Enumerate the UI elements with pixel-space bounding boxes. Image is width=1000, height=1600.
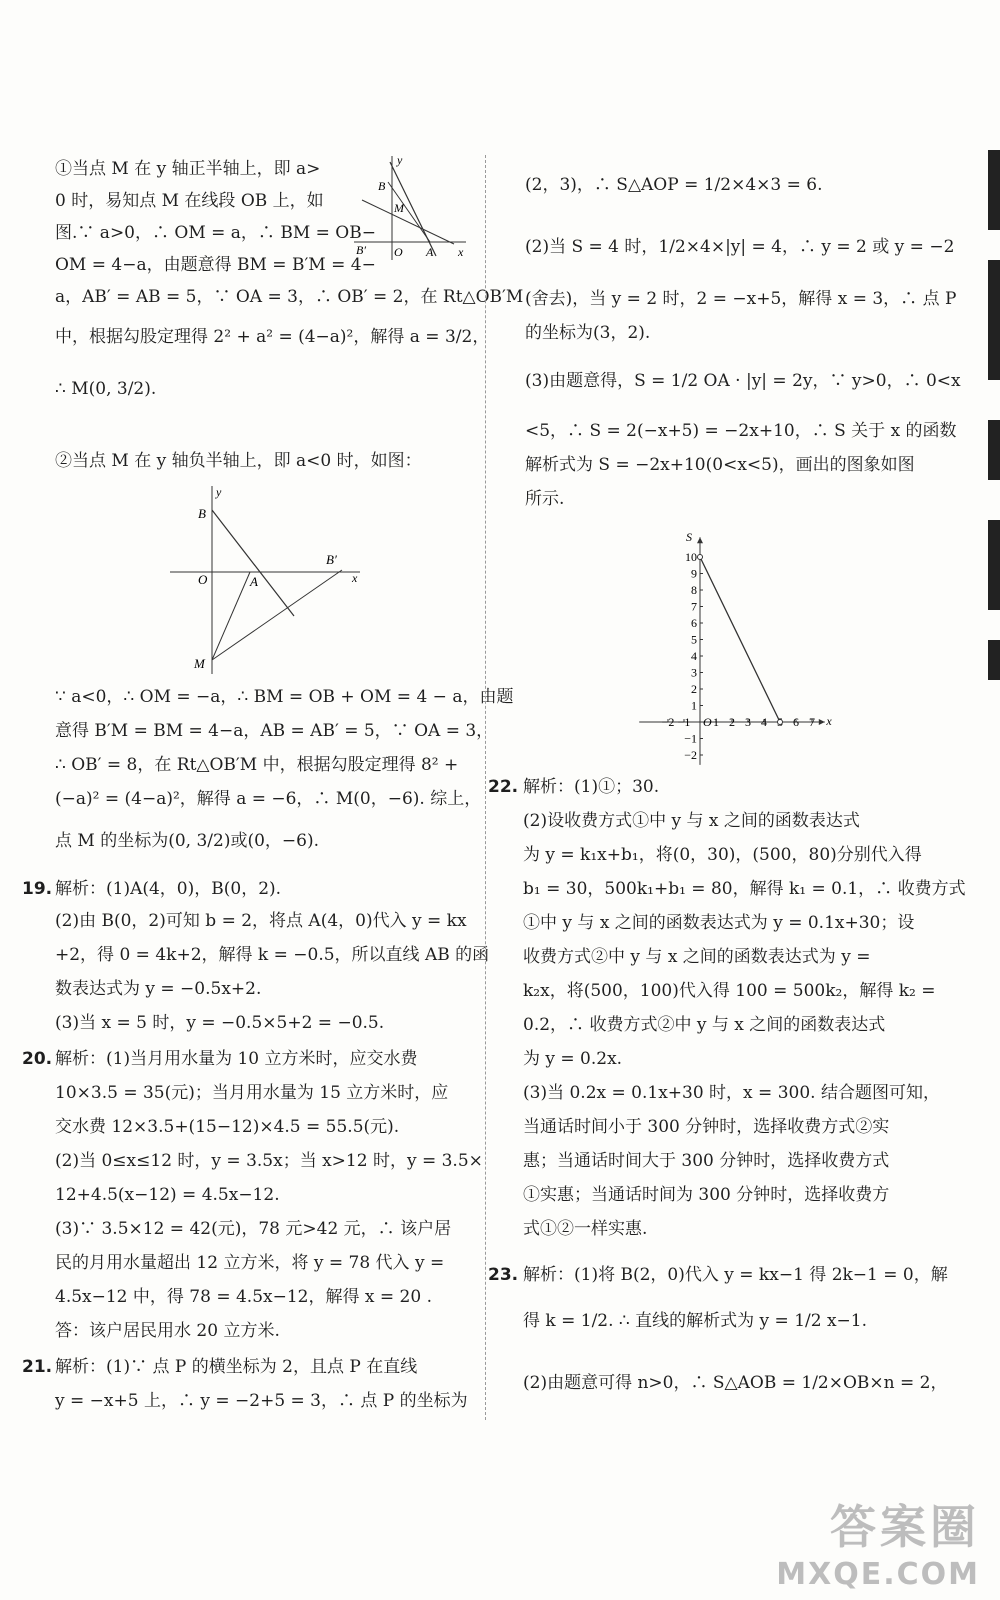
open-endpoint	[778, 720, 783, 725]
text-line: y = −x+5 上，∴ y = −2+5 = 3，∴ 点 P 的坐标为	[55, 1391, 468, 1411]
fig1-label: M	[394, 201, 404, 215]
page-edge-mark	[988, 260, 1000, 380]
text-line: (3)当 0.2x = 0.1x+30 时，x = 300. 结合题图可知，	[523, 1083, 940, 1103]
text-line: (2)由题意可得 n>0，∴ S△AOB = 1/2×OB×n = 2，	[523, 1373, 948, 1393]
y-tick-label: 6	[691, 616, 697, 630]
y-tick-label: 3	[691, 665, 697, 680]
y-tick-label: 4	[691, 649, 697, 663]
text-line: 所示.	[525, 489, 565, 509]
fig1-label: O	[394, 245, 403, 259]
text-line: a，AB′ = AB = 5，∵ OA = 3，∴ OB′ = 2，在 Rt△OB′M	[55, 287, 524, 307]
fig2-label: A	[250, 574, 258, 589]
watermark	[776, 1491, 980, 1592]
text-line: ①当点 M 在 y 轴正半轴上，即 a>	[55, 159, 321, 179]
question-number: 21.	[22, 1357, 53, 1377]
text-line: 收费方式②中 y 与 x 之间的函数表达式为 y =	[523, 947, 871, 967]
text-line: 解析：(1)将 B(2，0)代入 y = kx−1 得 2k−1 = 0，解	[523, 1265, 948, 1285]
text-line: 解析：(1)A(4，0)，B(0，2).	[55, 879, 282, 899]
fig2-label: O	[198, 572, 208, 587]
text-line: (2)设收费方式①中 y 与 x 之间的函数表达式	[523, 811, 860, 831]
column-divider	[485, 155, 486, 1420]
y-tick-label: 2	[691, 682, 697, 696]
graph-line	[700, 557, 780, 722]
text-line: 民的月用水量超出 12 立方米，将 y = 78 代入 y =	[55, 1253, 445, 1273]
page-edge-mark	[988, 640, 1000, 680]
text-line: 4.5x−12 中，得 78 = 4.5x−12，解得 x = 20 .	[55, 1287, 432, 1307]
text-line: 解析：(1)①；30.	[523, 777, 660, 797]
text-line: 0 时，易知点 M 在线段 OB 上，如	[55, 191, 324, 211]
y-tick-label: 1	[691, 698, 697, 713]
watermark-line1: 答案圈	[830, 1500, 980, 1554]
text-line: 0.2，∴ 收费方式②中 y 与 x 之间的函数表达式	[523, 1015, 886, 1035]
text-line: (舍去)，当 y = 2 时，2 = −x+5，解得 x = 3，∴ 点 P	[525, 289, 957, 309]
text-line: ①实惠；当通话时间为 300 分钟时，选择收费方	[523, 1185, 890, 1205]
x-tick-label: 7	[809, 715, 815, 729]
open-endpoint	[698, 555, 703, 560]
text-line: 中，根据勾股定理得 2² + a² = (4−a)²，解得 a = 3/2，	[55, 327, 490, 347]
text-line: (3)当 x = 5 时，y = −0.5×5+2 = −0.5.	[55, 1013, 385, 1033]
text-line: (2，3)，∴ S△AOP = 1/2×4×3 = 6.	[525, 175, 823, 195]
text-line: (3)由题意得，S = 1/2 OA · |y| = 2y，∵ y>0，∴ 0<x	[525, 371, 961, 391]
figure-case1	[352, 152, 470, 264]
text-line: 为 y = 0.2x.	[523, 1049, 623, 1069]
text-line: 数表达式为 y = −0.5x+2.	[55, 979, 262, 999]
text-line: ∵ a<0，∴ OM = −a，∴ BM = OB + OM = 4 − a，由题	[55, 687, 514, 707]
text-line: 解析：(1)∵ 点 P 的横坐标为 2，且点 P 在直线	[55, 1357, 418, 1377]
figure-case2	[170, 484, 370, 676]
page-edge-mark	[988, 520, 1000, 610]
x-tick-label: 1	[713, 715, 719, 729]
y-tick-label: 10	[685, 550, 697, 564]
question-number: 23.	[488, 1265, 519, 1285]
text-line: k₂x，将(500，100)代入得 100 = 500k₂，解得 k₂ =	[523, 981, 936, 1001]
text-line: 12+4.5(x−12) = 4.5x−12.	[55, 1185, 280, 1205]
text-line: (2)当 0≤x≤12 时，y = 3.5x；当 x>12 时，y = 3.5×	[55, 1151, 483, 1171]
text-line: 惠；当通话时间大于 300 分钟时，选择收费方式	[523, 1151, 890, 1171]
text-line: 的坐标为(3，2).	[525, 323, 651, 343]
text-line: (2)当 S = 4 时，1/2×4×|y| = 4，∴ y = 2 或 y = −2	[525, 237, 955, 257]
text-line: 解析：(1)当月用水量为 10 立方米时，应交水费	[55, 1049, 418, 1069]
x-tick-label: 6	[793, 715, 799, 729]
y-axis-arrow	[697, 537, 703, 543]
text-line: OM = 4−a，由题意得 BM = B′M = 4−	[55, 255, 376, 275]
text-line: (2)由 B(0，2)可知 b = 2，将点 A(4，0)代入 y = kx	[55, 911, 467, 931]
fig2-label: M	[194, 656, 205, 671]
x-tick-label: 3	[745, 715, 751, 729]
text-line: (3)∵ 3.5×12 = 42(元)，78 元>42 元，∴ 该户居	[55, 1219, 452, 1239]
page-edge-mark	[988, 150, 1000, 230]
y-tick-label: 7	[691, 599, 697, 614]
fig1-label: A	[426, 245, 434, 259]
fig2-label: B′	[326, 552, 337, 567]
fig1-label: x	[458, 245, 464, 259]
text-line: 为 y = k₁x+b₁，将(0，30)，(500，80)分别代入得	[523, 845, 922, 865]
text-line: +2，得 0 = 4k+2，解得 k = −0.5，所以直线 AB 的函	[55, 945, 490, 965]
y-tick-label: 9	[691, 566, 697, 581]
text-line: 点 M 的坐标为(0, 3/2)或(0，−6).	[55, 831, 320, 851]
fig2-label: y	[216, 485, 222, 499]
question-number: 19.	[22, 879, 53, 899]
x-tick-label: 2	[729, 715, 735, 729]
text-line: 10×3.5 = 35(元)；当月用水量为 15 立方米时，应	[55, 1083, 449, 1103]
watermark-line2: MXQE.COM	[776, 1557, 980, 1592]
x-axis-label: x	[826, 714, 832, 728]
text-line: b₁ = 30，500k₁+b₁ = 80，解得 k₁ = 0.1，∴ 收费方式	[523, 879, 966, 899]
text-line: ②当点 M 在 y 轴负半轴上，即 a<0 时，如图：	[55, 451, 422, 471]
y-tick-label: −2	[684, 748, 697, 762]
x-tick-label: 4	[761, 715, 767, 729]
text-line: 解析式为 S = −2x+10(0<x<5)，画出的图象如图	[525, 455, 915, 475]
question-number: 22.	[488, 777, 519, 797]
x-tick-label: −2	[661, 715, 675, 729]
text-line: 得 k = 1/2. ∴ 直线的解析式为 y = 1/2 x−1.	[523, 1311, 868, 1331]
text-line: 答：该户居民用水 20 立方米.	[55, 1321, 280, 1341]
page-edge-mark	[988, 420, 1000, 480]
fig2-label: B	[198, 506, 206, 521]
text-line: 当通话时间小于 300 分钟时，选择收费方式②实	[523, 1117, 890, 1137]
fig1-label: B′	[356, 243, 366, 257]
text-line: (−a)² = (4−a)²，解得 a = −6，∴ M(0，−6). 综上，	[55, 789, 482, 809]
text-line: 式①②一样实惠.	[523, 1219, 648, 1239]
text-line: ①中 y 与 x 之间的函数表达式为 y = 0.1x+30；设	[523, 913, 915, 933]
x-axis-arrow	[819, 719, 825, 725]
y-tick-label: 8	[691, 583, 697, 597]
text-line: 交水费 12×3.5+(15−12)×4.5 = 55.5(元).	[55, 1117, 400, 1137]
text-line: ∴ M(0, 3/2).	[55, 379, 157, 399]
figure-s-graph	[630, 522, 830, 762]
y-tick-label: 5	[691, 632, 697, 647]
text-line: <5，∴ S = 2(−x+5) = −2x+10，∴ S 关于 x 的函数	[525, 421, 957, 441]
y-axis-label: S	[686, 530, 692, 545]
text-line: ∴ OB′ = 8，在 Rt△OB′M 中，根据勾股定理得 8² +	[55, 755, 459, 775]
text-line: 意得 B′M = BM = 4−a，AB = AB′ = 5，∵ OA = 3，	[55, 721, 494, 741]
fig1-label: y	[397, 153, 403, 167]
fig2-label: x	[352, 571, 358, 585]
text-line: 图.∵ a>0，∴ OM = a，∴ BM = OB−	[55, 223, 376, 243]
y-tick-label: −1	[684, 731, 697, 746]
question-number: 20.	[22, 1049, 53, 1069]
x-tick-label: −1	[677, 715, 691, 729]
origin-label: O	[703, 715, 712, 729]
fig1-label: B	[378, 179, 386, 193]
